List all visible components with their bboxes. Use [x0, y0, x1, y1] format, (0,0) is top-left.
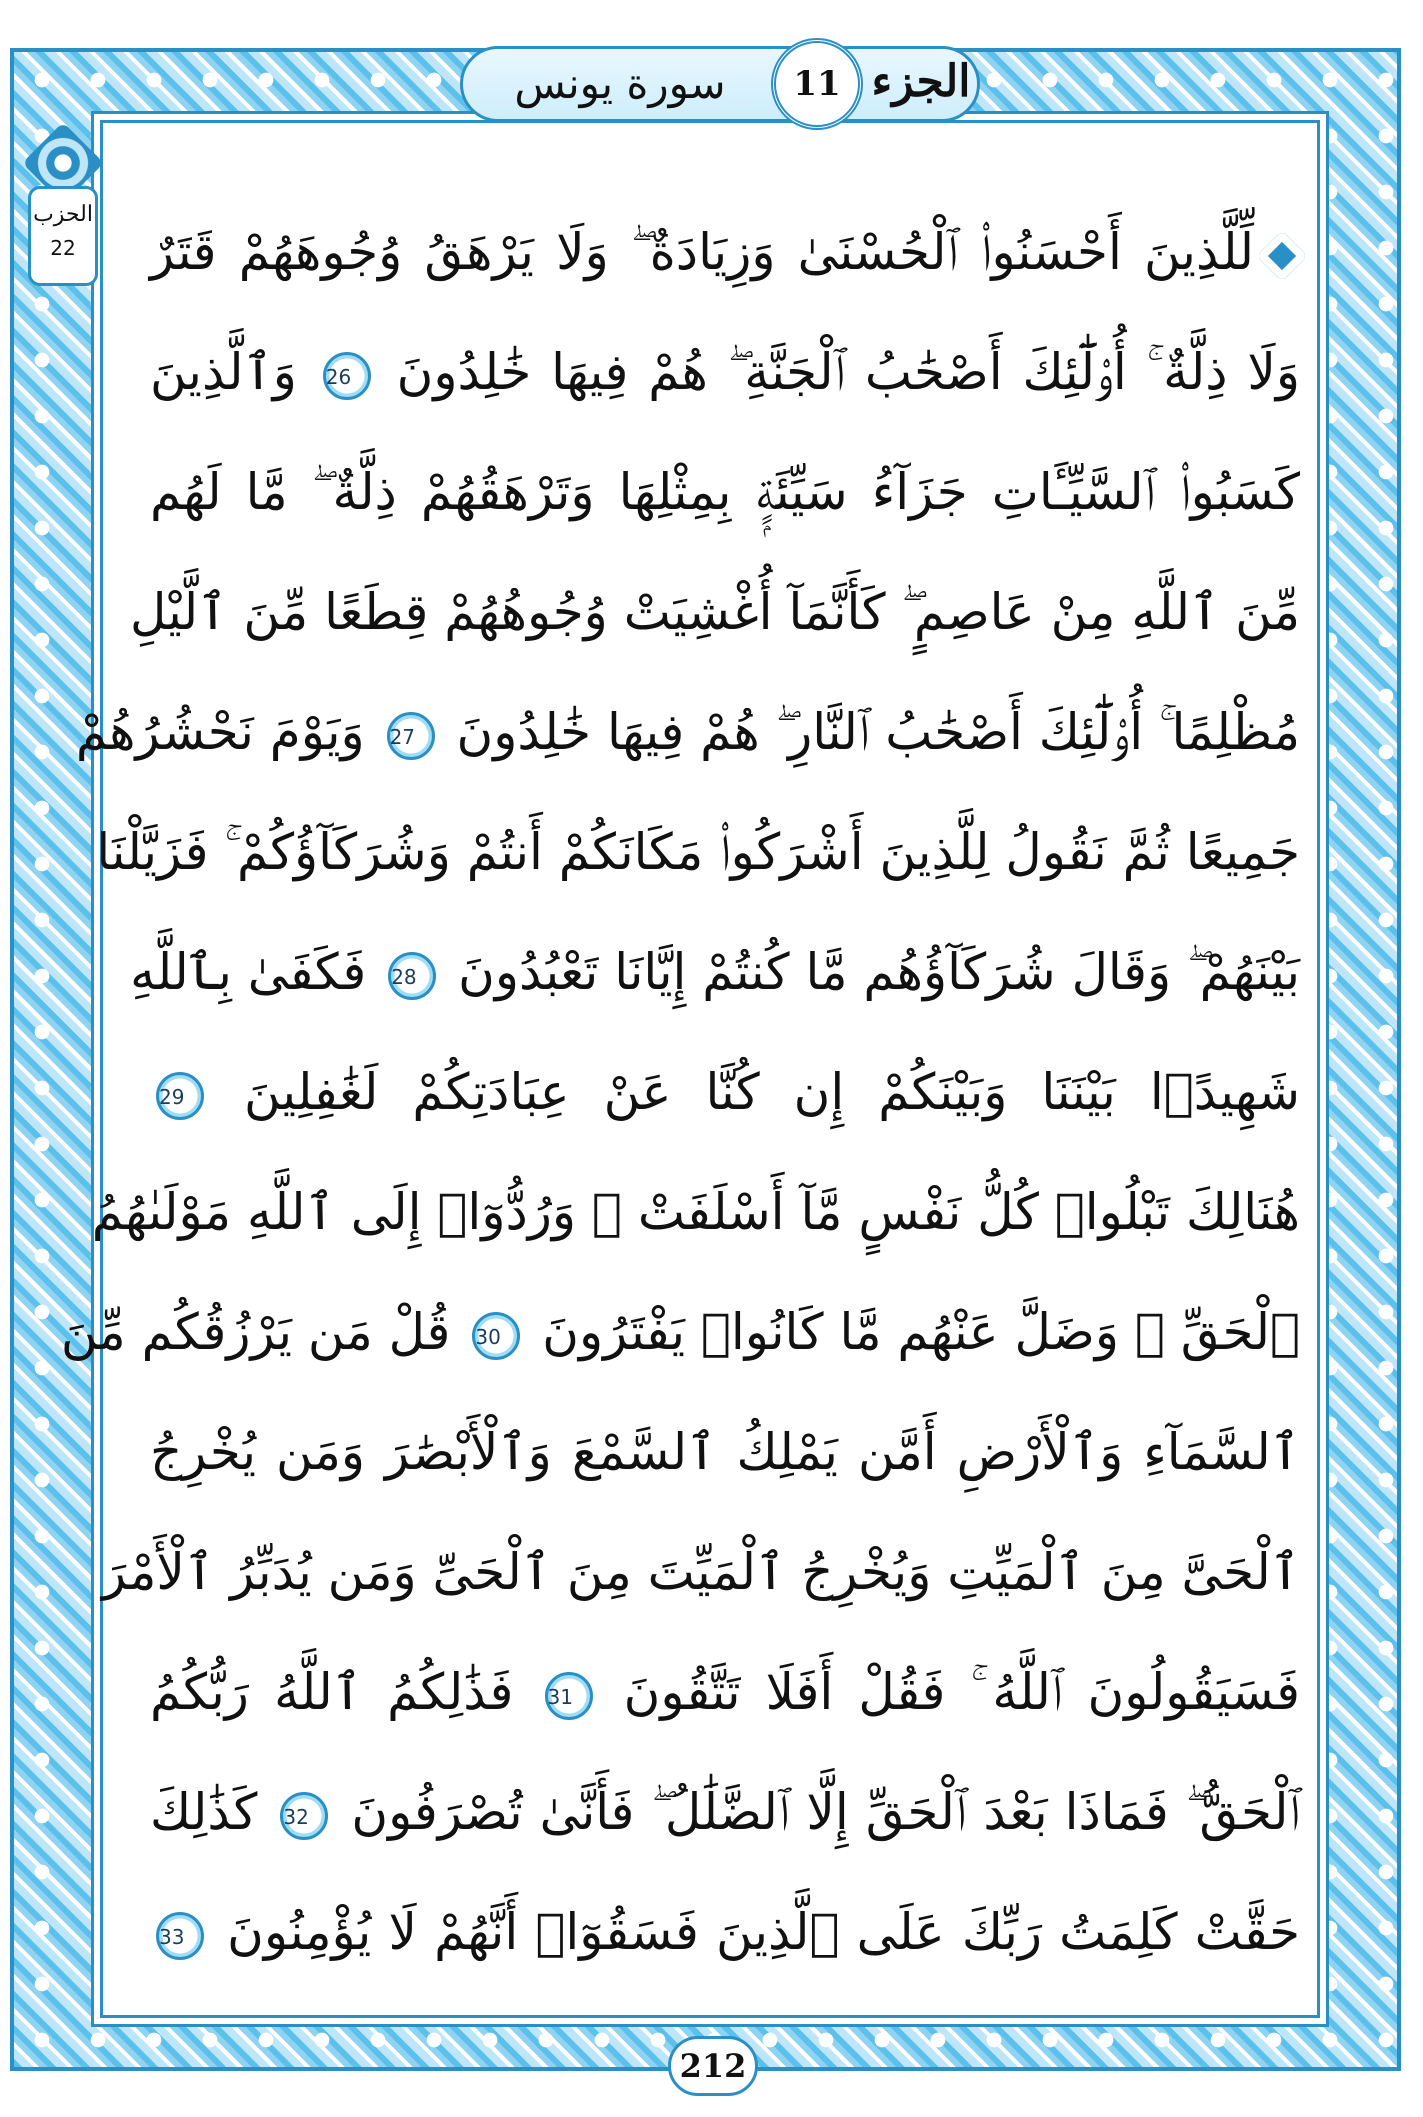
page-number: 212 [668, 2036, 758, 2096]
verse-text: جَمِيعًا ثُمَّ نَقُولُ لِلَّذِينَ أَشْرَكُوا۟ مَكَانَكُمْ أَنتُمْ وَشُرَكَآؤُكُمْ ۚ فَزَيَّلْنَا [96, 823, 1300, 881]
ayah-number-marker: 33 [156, 1912, 204, 1960]
hizb-number: 22 [50, 236, 76, 260]
text-line [150, 1752, 1300, 1872]
hizb-marker [28, 186, 98, 286]
text-line [130, 912, 1300, 1032]
verse-text: ٱلْحَقُّ ۖ فَمَاذَا بَعْدَ ٱلْحَقِّ إِلَّا ٱلضَّلَٰلُ ۖ فَأَنَّىٰ تُصْرَفُونَ [351, 1783, 1300, 1841]
juz-number: 11 [771, 38, 863, 130]
verse-text: وَلَا ذِلَّةٌ ۚ أُو۟لَٰٓئِكَ أَصْحَٰبُ ٱلْجَنَّةِ ۖ هُمْ فِيهَا خَٰلِدُونَ [396, 343, 1300, 401]
verse-text: ٱلْحَىَّ مِنَ ٱلْمَيِّتِ وَيُخْرِجُ ٱلْمَيِّتَ مِنَ ٱلْحَىِّ وَمَن يُدَبِّرُ ٱلْأَمْرَ [102, 1543, 1300, 1601]
text-line [150, 1392, 1300, 1512]
verse-text: وَيَوْمَ نَحْشُرُهُمْ [75, 703, 365, 761]
verse-text: مِّنَ ٱللَّهِ مِنْ عَاصِمٍ ۖ كَأَنَّمَآ أُغْشِيَتْ وُجُوهُهُمْ قِطَعًا مِّنَ ٱلَّيْلِ [129, 583, 1300, 641]
text-line [150, 432, 1300, 552]
verse-text: فَسَيَقُولُونَ ٱللَّهُ ۚ فَقُلْ أَفَلَا تَتَّقُونَ [623, 1663, 1300, 1721]
verse-text: حَقَّتْ كَلِمَتُ رَبِّكَ عَلَى ٱلَّذِينَ فَسَقُوٓا۟ أَنَّهُمْ لَا يُؤْمِنُونَ [227, 1903, 1300, 1961]
verse-text: ٱلْحَقِّ ۖ وَضَلَّ عَنْهُم مَّا كَانُوا۟ يَفْتَرُونَ [542, 1303, 1300, 1361]
ayah-number-marker: 32 [280, 1792, 328, 1840]
text-line [129, 552, 1300, 672]
ayah-number-marker: 28 [388, 952, 436, 1000]
ayah-number-marker: 29 [156, 1072, 204, 1120]
text-line [150, 312, 1300, 432]
text-line [150, 1872, 1300, 1992]
text-line [96, 792, 1300, 912]
verse-text: لِّلَّذِينَ أَحْسَنُوا۟ ٱلْحُسْنَىٰ وَزِيَادَةٌ ۖ وَلَا يَرْهَقُ وُجُوهَهُمْ قَتَرٌ [150, 223, 1254, 281]
ayah-number-marker: 26 [323, 352, 371, 400]
verse-text: ٱلسَّمَآءِ وَٱلْأَرْضِ أَمَّن يَمْلِكُ ٱلسَّمْعَ وَٱلْأَبْصَٰرَ وَمَن يُخْرِجُ [150, 1423, 1300, 1481]
verse-text: فَذَٰلِكُمُ ٱللَّهُ رَبُّكُمُ [150, 1663, 514, 1721]
juz-label: الجزء [871, 56, 971, 107]
ayah-number-marker: 31 [545, 1672, 593, 1720]
rub-el-hizb-icon [1257, 230, 1308, 281]
text-line [102, 1512, 1300, 1632]
verse-text: هُنَالِكَ تَبْلُوا۟ كُلُّ نَفْسٍ مَّآ أَسْلَفَتْ ۚ وَرُدُّوٓا۟ إِلَى ٱللَّهِ مَوْلَىٰهُمُ [91, 1183, 1300, 1241]
text-line [150, 1632, 1300, 1752]
text-line [60, 1272, 1300, 1392]
verse-text: قُلْ مَن يَرْزُقُكُم مِّنَ [60, 1303, 451, 1361]
text-line [75, 672, 1300, 792]
verse-text: مُظْلِمًا ۚ أُو۟لَٰٓئِكَ أَصْحَٰبُ ٱلنَّارِ ۖ هُمْ فِيهَا خَٰلِدُونَ [456, 703, 1300, 761]
verse-text: فَكَفَىٰ بِٱللَّهِ [130, 943, 367, 1001]
surah-name: سورة يونس [514, 59, 726, 108]
verse-text: كَذَٰلِكَ [150, 1783, 258, 1841]
verse-text: شَهِيدًۢا بَيْنَنَا وَبَيْنَكُمْ إِن كُنَّا عَنْ عِبَادَتِكُمْ لَغَٰفِلِينَ [244, 1063, 1300, 1121]
text-line [150, 192, 1300, 312]
text-line [91, 1152, 1300, 1272]
verse-text: وَٱلَّذِينَ [150, 343, 297, 401]
ayah-number-marker: 30 [472, 1312, 520, 1360]
text-line [150, 1032, 1300, 1152]
hizb-label: الحزب [33, 202, 93, 227]
ayah-number-marker: 27 [387, 712, 435, 760]
verse-text: كَسَبُوا۟ ٱلسَّيِّـَٔاتِ جَزَآءُ سَيِّئَةٍۭ بِمِثْلِهَا وَتَرْهَقُهُمْ ذِلَّةٌ ۖ مَّا لَهُم [150, 463, 1300, 521]
verse-text: بَيْنَهُمْ ۖ وَقَالَ شُرَكَآؤُهُم مَّا كُنتُمْ إِيَّانَا تَعْبُدُونَ [458, 943, 1300, 1001]
